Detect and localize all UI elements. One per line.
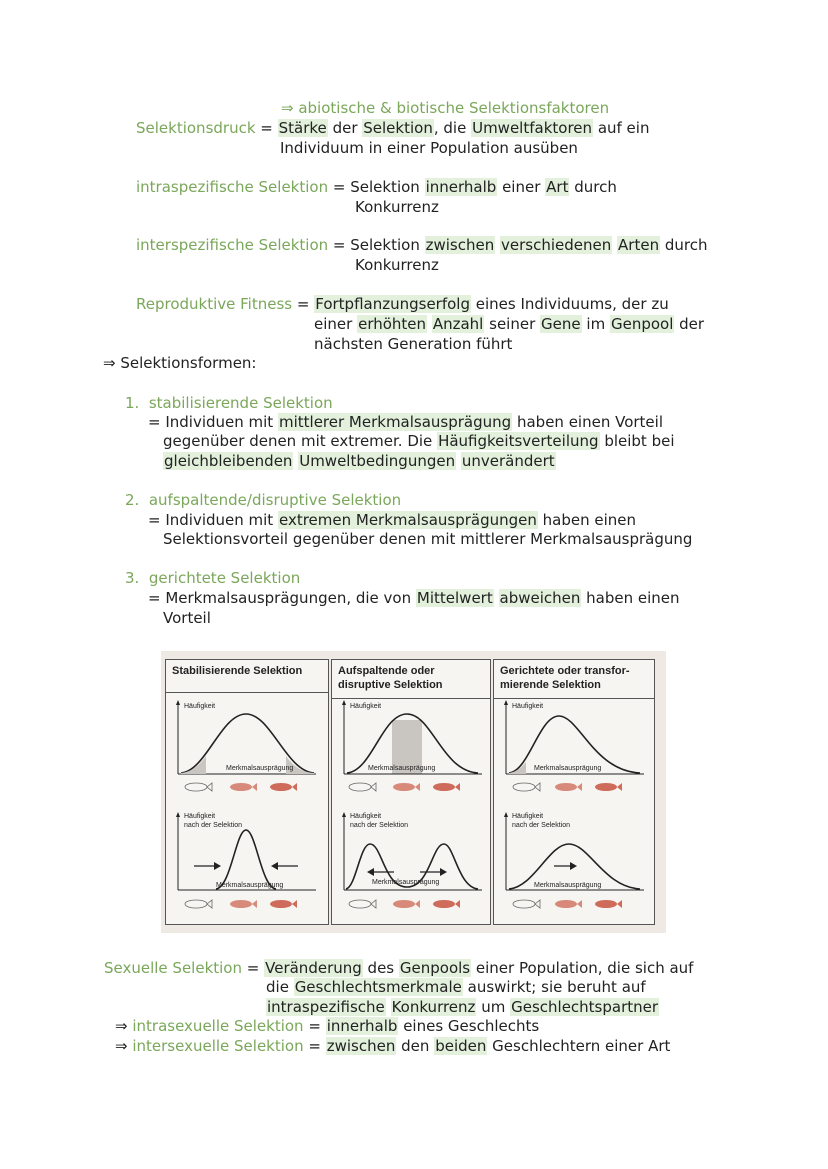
form-2-line1: = Individuen mit extremen Merkmalsausprägungen haben einen [148, 511, 637, 529]
panel-3-graphs [494, 694, 656, 926]
form-3-line2: Vorteil [163, 609, 211, 627]
fish-row-2 [185, 900, 297, 908]
interspezifisch-line2: Konkurrenz [355, 256, 439, 274]
form-1-title: 1. stabilisierende Selektion [125, 394, 333, 412]
svg-text:Häufigkeit: Häufigkeit [512, 703, 544, 710]
svg-text:Häufigkeit: Häufigkeit [350, 813, 382, 820]
graph-bottom [176, 812, 316, 890]
form-1-line1: = Individuen mit mittlerer Merkmalsausprägung haben einen Vorteil [148, 413, 663, 431]
fish-row-2 [513, 900, 622, 908]
fish-row-1 [513, 783, 622, 791]
svg-text:Häufigkeit: Häufigkeit [350, 703, 382, 710]
fitness-definition: Reproduktive Fitness = Fortpflanzungserfolg eines Individuums, der zu [136, 295, 669, 313]
svg-text:nach der Selektion: nach der Selektion [512, 822, 570, 829]
svg-text:Merkmalsausprägung: Merkmalsausprägung [368, 765, 436, 772]
selektionsformen-heading: ⇒ Selektionsformen: [103, 354, 257, 372]
panel-2-graphs [332, 694, 492, 926]
svg-text:Merkmalsausprägung: Merkmalsausprägung [534, 882, 602, 889]
panel-title: Stabilisierende Selektion [172, 665, 303, 677]
svg-text:Häufigkeit: Häufigkeit [184, 813, 216, 820]
x-label: Merkmalsausprägung [226, 765, 294, 772]
panel-1-graphs [166, 694, 330, 926]
svg-text:nach der Selektion: nach der Selektion [184, 822, 242, 829]
svg-text:nach der Selektion: nach der Selektion [350, 822, 408, 829]
intrasexuelle-line: ⇒ intrasexuelle Selektion = innerhalb eines Geschlechts [115, 1017, 540, 1035]
svg-text:Merkmalsausprägung: Merkmalsausprägung [534, 765, 602, 772]
selektionsdruck-line2: Individuum in einer Population ausüben [280, 139, 578, 157]
form-2-title: 2. aufspaltende/disruptive Selektion [125, 491, 402, 509]
graph-bottom [342, 812, 482, 890]
intersexuelle-line: ⇒ intersexuelle Selektion = zwischen den beiden Geschlechtern einer Art [115, 1037, 671, 1055]
panel-gerichtet [493, 659, 655, 925]
interspezifisch-definition: interspezifische Selektion = Selektion zwischen verschiedenen Arten durch [136, 236, 708, 254]
svg-text:Häufigkeit: Häufigkeit [512, 813, 544, 820]
svg-text:Merkmalsausprägung: Merkmalsausprägung [372, 879, 440, 886]
intraspezifisch-definition: intraspezifische Selektion = Selektion innerhalb einer Art durch [136, 178, 617, 196]
panel-disruptiv [331, 659, 491, 925]
graph-top [176, 700, 316, 774]
factors-line: ⇒ abiotische & biotische Selektionsfaktoren [281, 99, 610, 117]
panel-title: Gerichtete oder transfor- mierende Selektion [500, 665, 630, 691]
panel-stabilisierend [165, 659, 329, 925]
fitness-line3: nächsten Generation führt [314, 335, 513, 353]
form-1-line3: gleichbleibenden Umweltbedingungen unverändert [164, 452, 555, 470]
sexuelle-line3: intraspezifische Konkurrenz um Geschlechtspartner [267, 998, 659, 1016]
form-3-line1: = Merkmalsausprägungen, die von Mittelwert abweichen haben einen [148, 589, 680, 607]
svg-text:Merkmalsausprägung: Merkmalsausprägung [216, 882, 284, 889]
form-2-line2: Selektionsvorteil gegenüber denen mit mittlerer Merkmalsausprägung [163, 530, 693, 548]
graph-top [342, 700, 482, 774]
y-label: Häufigkeit [184, 703, 216, 710]
graph-bottom [504, 812, 644, 890]
panel-title: Aufspaltende oder disruptive Selektion [338, 665, 443, 691]
form-3-title: 3. gerichtete Selektion [125, 569, 301, 587]
graph-top [504, 700, 644, 774]
intraspezifisch-line2: Konkurrenz [355, 198, 439, 216]
fish-row-1 [185, 783, 297, 791]
fitness-line2: einer erhöhten Anzahl seiner Gene im Genpool der [314, 315, 705, 333]
selektionsdruck-definition: Selektionsdruck = Stärke der Selektion, die Umweltfaktoren auf ein [136, 119, 650, 137]
form-1-line2: gegenüber denen mit extremer. Die Häufigkeitsverteilung bleibt bei [163, 432, 675, 450]
term: Selektionsdruck [136, 119, 256, 137]
divider [166, 692, 328, 693]
selection-forms-figure [161, 651, 666, 933]
sexuelle-selektion-definition: Sexuelle Selektion = Veränderung des Genpools einer Population, die sich auf [104, 959, 694, 977]
fish-row-1 [349, 783, 460, 791]
sexuelle-line2: die Geschlechtsmerkmale auswirkt; sie beruht auf [266, 978, 646, 996]
fish-row-2 [349, 900, 460, 908]
